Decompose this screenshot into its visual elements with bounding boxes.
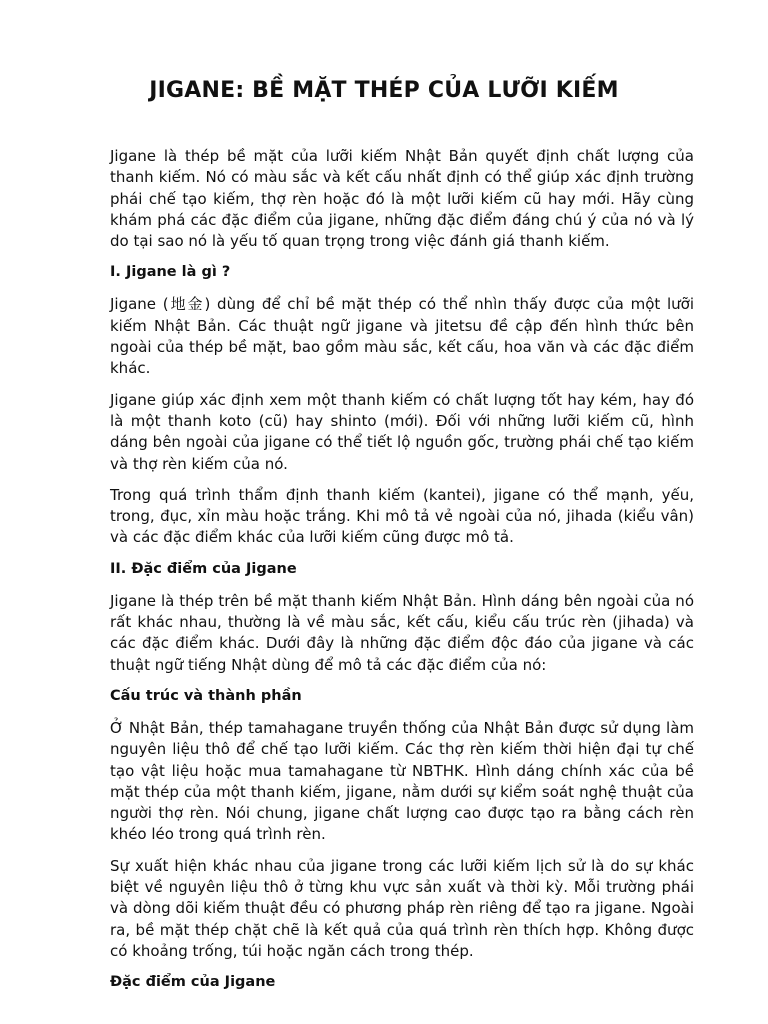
body-paragraph: Sự xuất hiện khác nhau của jigane trong các lưỡi kiếm lịch sử là do sự khác biệt về nguyên liệu thô ở từng khu vực sản xuất và thời kỳ. Mỗi trường phái và dòng dõi kiếm thuật đều có phương pháp rèn riêng để tạo ra jigane. Ngoài ra, bề mặt thép chặt chẽ là kết quả của quá trình rèn thích hợp. Không được có khoảng trống, túi hoặc ngăn cách trong thép. — [110, 856, 694, 960]
document-body — [110, 146, 694, 1004]
subsection-heading-structure: Cấu trúc và thành phần — [110, 687, 302, 704]
section-heading-what-is-jigane: I. Jigane là gì ? — [110, 264, 231, 281]
body-paragraph: Jigane (地金) dùng để chỉ bề mặt thép có thể nhìn thấy được của một lưỡi kiếm Nhật Bản. Các thuật ngữ jigane và jitetsu đề cập đến hình thức bên ngoài của thép bề mặt, bao gồm màu sắc, kết cấu, hoa văn và các đặc điểm khác. — [110, 295, 694, 378]
document-title: JIGANE: BỀ MẶT THÉP CỦA LƯỠI KIẾM — [149, 78, 619, 103]
intro-paragraph: Jigane là thép bề mặt của lưỡi kiếm Nhật Bản quyết định chất lượng của thanh kiếm. Nó có màu sắc và kết cấu nhất định có thể giúp xác định trường phái chế tạo kiếm, thợ rèn hoặc đó là một lưỡi kiếm cũ hay mới. Hãy cùng khám phá các đặc điểm của jigane, những đặc điểm đáng chú ý của nó và lý do tại sao nó là yếu tố quan trọng trong việc đánh giá thanh kiếm. — [110, 147, 694, 251]
body-paragraph: Trong quá trình thẩm định thanh kiếm (kantei), jigane có thể mạnh, yếu, trong, đục, xỉn màu hoặc trắng. Khi mô tả vẻ ngoài của nó, jihada (kiểu vân) và các đặc điểm khác của lưỡi kiếm cũng được mô tả. — [110, 485, 694, 547]
body-paragraph: Jigane là thép trên bề mặt thanh kiếm Nhật Bản. Hình dáng bên ngoài của nó rất khác nhau, thường là về màu sắc, kết cấu, kiểu cấu trúc rèn (jihada) và các đặc điểm khác. Dưới đây là những đặc điểm độc đáo của jigane và các thuật ngữ tiếng Nhật dùng để mô tả các đặc điểm của nó: — [110, 591, 694, 674]
body-paragraph: Jigane giúp xác định xem một thanh kiếm có chất lượng tốt hay kém, hay đó là một thanh koto (cũ) hay shinto (mới). Đối với những lưỡi kiếm cũ, hình dáng bên ngoài của jigane có thể tiết lộ nguồn gốc, trường phái chế tạo kiếm và thợ rèn kiếm của nó. — [110, 390, 694, 473]
body-paragraph: Ở Nhật Bản, thép tamahagane truyền thống của Nhật Bản được sử dụng làm nguyên liệu thô để chế tạo lưỡi kiếm. Các thợ rèn kiếm thời hiện đại tự chế tạo vật liệu hoặc mua tamahagane từ NBTHK. Hình dáng chính xác của bề mặt thép của một thanh kiếm, jigane, nằm dưới sự kiểm soát nghệ thuật của người thợ rèn. Nói chung, jigane chất lượng cao được tạo ra bằng cách rèn khéo léo trong quá trình rèn. — [110, 718, 694, 844]
subsection-heading-features: Đặc điểm của Jigane — [110, 974, 276, 991]
section-heading-jigane-characteristics: II. Đặc điểm của Jigane — [110, 560, 297, 577]
